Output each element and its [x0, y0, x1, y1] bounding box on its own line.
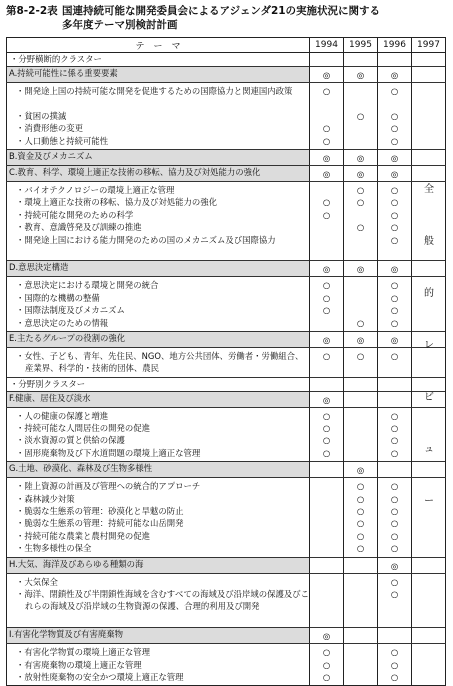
- item-mark: ○: [390, 447, 399, 458]
- year-mark-column: [378, 347, 412, 377]
- category-row: [7, 628, 446, 644]
- topic-item: ・人口動態と持続可能性: [16, 135, 109, 146]
- topic-item: ・有害化学物質の環境上適正な管理: [16, 647, 150, 658]
- item-mark: ○: [322, 435, 331, 446]
- item-mark: ○: [390, 197, 399, 208]
- item-mark: [310, 517, 343, 529]
- year-mark-column: [344, 573, 378, 628]
- year-mark-column: [344, 277, 378, 332]
- topic-item: ・陸上資源の計画及び管理への統合的アプローチ: [16, 481, 201, 492]
- item-mark: [344, 234, 377, 259]
- header-year: 1995: [344, 38, 378, 53]
- year-mark-column: [344, 407, 378, 462]
- category-title: A.持続可能性に係る重要要素: [7, 67, 310, 83]
- year-cell: [412, 53, 446, 67]
- item-mark: ○: [322, 410, 331, 421]
- item-mark: ○: [390, 222, 399, 233]
- item-mark: ○: [390, 576, 399, 587]
- table-number: 第8-2-2表: [6, 5, 58, 17]
- item-list: [7, 83, 310, 150]
- category-title: B.資金及びメカニズム: [7, 149, 310, 165]
- item-mark: ○: [356, 543, 365, 554]
- item-mark: ○: [390, 86, 399, 96]
- year-mark: ◎: [344, 165, 378, 181]
- item-mark: ○: [356, 530, 365, 541]
- item-mark: ○: [390, 292, 399, 303]
- topic-item: ・環境上適正な技術の移転、協力及び対処能力の強化: [16, 197, 217, 208]
- category-title: G.土地、砂漠化、森林及び生物多様性: [7, 462, 310, 478]
- item-mark: [344, 304, 377, 316]
- year-mark-column: [344, 478, 378, 557]
- topic-item: ・淡水資源の質と供給の保護: [16, 435, 125, 446]
- year-cell: [412, 557, 446, 573]
- year-mark-column: [310, 83, 344, 150]
- item-mark: [344, 279, 377, 291]
- topic-item: ・意思決定のための情報: [16, 317, 109, 328]
- item-mark: ○: [390, 184, 399, 195]
- year-cell: [378, 53, 412, 67]
- category-row: [7, 67, 446, 83]
- item-mark: ○: [322, 447, 331, 458]
- topic-item: ・脆弱な生態系の管理：砂漠化と旱魃の防止: [16, 506, 184, 517]
- year-cell: [412, 149, 446, 165]
- item-group-row: [7, 644, 446, 686]
- year-mark: [344, 628, 378, 644]
- item-group-row: [7, 347, 446, 377]
- topic-item: ・意思決定における環境と開発の統合: [16, 280, 159, 291]
- item-group-row: [7, 407, 446, 462]
- year-mark: ◎: [378, 331, 412, 347]
- topic-item: ・大気保全: [16, 576, 58, 587]
- year-mark-column: [344, 347, 378, 377]
- item-mark: [344, 85, 377, 110]
- year-mark-column: [378, 277, 412, 332]
- year-mark: [310, 462, 344, 478]
- year-cell: [412, 628, 446, 644]
- item-mark: [310, 542, 343, 554]
- topic-item: ・脆弱な生態系の管理：持続可能な山岳開発: [16, 518, 184, 529]
- header-theme: テ ー マ: [7, 38, 310, 53]
- topic-item: ・生物多様性の保全: [16, 543, 92, 554]
- item-mark: [344, 209, 377, 221]
- item-mark: ○: [322, 305, 331, 316]
- year-mark: ◎: [378, 261, 412, 277]
- item-mark: [310, 530, 343, 542]
- item-mark: [310, 576, 343, 588]
- item-mark: [344, 434, 377, 446]
- year-cell: [412, 277, 446, 332]
- topic-item: ・貧困の撲滅: [16, 110, 67, 121]
- year-cell: [412, 377, 446, 391]
- item-mark: [310, 110, 343, 122]
- item-mark: [344, 135, 377, 147]
- item-mark: ○: [322, 209, 331, 220]
- item-mark: ○: [390, 123, 399, 134]
- year-cell: [310, 53, 344, 67]
- year-mark: ◎: [344, 261, 378, 277]
- item-mark: ○: [356, 317, 365, 328]
- cluster-heading: ・分野別クラスター: [7, 377, 310, 391]
- year-mark: [378, 391, 412, 407]
- cluster-heading-row: [7, 53, 446, 67]
- year-mark: [378, 628, 412, 644]
- item-mark: [310, 221, 343, 233]
- year-mark: ◎: [310, 149, 344, 165]
- item-mark: ○: [322, 280, 331, 291]
- year-mark: ◎: [310, 261, 344, 277]
- item-mark: ○: [390, 317, 399, 328]
- year-mark: [310, 557, 344, 573]
- year-mark: [344, 391, 378, 407]
- year-mark-column: [344, 83, 378, 150]
- title-line-2: 多年度テーマ別検討計画: [62, 19, 178, 31]
- item-mark: ○: [390, 518, 399, 529]
- item-mark: ○: [390, 410, 399, 421]
- topic-item: ・放射性廃棄物の安全かつ環境上適正な管理: [16, 671, 184, 682]
- item-mark: [344, 122, 377, 134]
- item-mark: ○: [356, 197, 365, 208]
- year-mark-column: [310, 573, 344, 628]
- category-row: [7, 391, 446, 407]
- category-row: [7, 557, 446, 573]
- item-mark: [344, 671, 377, 683]
- item-mark: ○: [390, 530, 399, 541]
- item-mark: ○: [390, 423, 399, 434]
- item-mark: ○: [390, 110, 399, 121]
- topic-item: ・女性、子ども、青年、先住民、NGO、地方公共団体、労働者・労働組合、産業界、科学的・技術的団体、農民: [16, 350, 304, 374]
- item-mark: ○: [322, 123, 331, 134]
- item-mark: ○: [356, 506, 365, 517]
- item-mark: ○: [322, 197, 331, 208]
- item-group-row: [7, 478, 446, 557]
- year-cell: [344, 53, 378, 67]
- year-mark-column: [378, 478, 412, 557]
- item-mark: [344, 659, 377, 671]
- item-mark: ○: [322, 423, 331, 434]
- topic-item: ・国際的な機構の整備: [16, 292, 100, 303]
- topic-item: ・開発途上国における能力開発のための国のメカニズム及び国際協力: [16, 234, 276, 245]
- item-mark: ○: [390, 234, 399, 245]
- item-mark: ○: [322, 350, 331, 361]
- item-mark: [310, 493, 343, 505]
- year-mark: ◎: [378, 165, 412, 181]
- item-list: [7, 277, 310, 332]
- year-mark: ◎: [344, 331, 378, 347]
- year-mark-column: [378, 573, 412, 628]
- year-mark-column: [378, 83, 412, 150]
- item-list: [7, 181, 310, 260]
- year-mark-column: [344, 181, 378, 260]
- item-mark: ○: [322, 292, 331, 303]
- topic-item: ・固形廃棄物及び下水道問題の環境上適正な管理: [16, 447, 201, 458]
- header-year: 1996: [378, 38, 412, 53]
- item-mark: ○: [390, 671, 399, 682]
- category-title: D.意思決定構造: [7, 261, 310, 277]
- year-cell: [412, 478, 446, 557]
- item-mark: [310, 480, 343, 492]
- year-cell: [310, 377, 344, 391]
- item-mark: ○: [322, 659, 331, 670]
- year-mark-column: [310, 407, 344, 462]
- topic-item: ・持続可能な開発のための科学: [16, 209, 134, 220]
- category-row: [7, 165, 446, 181]
- item-mark: [344, 410, 377, 422]
- item-list: [7, 644, 310, 686]
- year-mark: ◎: [310, 391, 344, 407]
- topic-item: ・教育、意識啓発及び訓練の推進: [16, 222, 142, 233]
- item-list: [7, 407, 310, 462]
- item-mark: ○: [390, 647, 399, 658]
- item-mark: ○: [356, 110, 365, 121]
- year-mark: [344, 557, 378, 573]
- item-mark: ○: [390, 305, 399, 316]
- item-mark: [310, 234, 343, 259]
- year-mark: ◎: [378, 149, 412, 165]
- category-row: [7, 331, 446, 347]
- item-mark: ○: [356, 481, 365, 492]
- item-mark: [310, 505, 343, 517]
- item-mark: [344, 588, 377, 625]
- item-group-row: [7, 181, 446, 260]
- year-mark: ◎: [344, 149, 378, 165]
- topic-item: ・消費形態の変更: [16, 123, 83, 134]
- item-mark: ○: [356, 184, 365, 195]
- cluster-heading-row: [7, 377, 446, 391]
- item-group-row: [7, 277, 446, 332]
- item-mark: ○: [390, 543, 399, 554]
- table-body: [7, 53, 446, 686]
- topic-schedule-table: [6, 37, 446, 686]
- year-cell: [412, 462, 446, 478]
- year-mark: ◎: [310, 165, 344, 181]
- topic-item: ・国際法制度及びメカニズム: [16, 305, 125, 316]
- year-mark: ◎: [378, 557, 412, 573]
- year-mark: [378, 462, 412, 478]
- year-mark: ◎: [378, 67, 412, 83]
- item-list: [7, 347, 310, 377]
- item-mark: [310, 184, 343, 196]
- category-row: [7, 462, 446, 478]
- year-mark-column: [378, 407, 412, 462]
- item-mark: ○: [390, 135, 399, 146]
- year-mark-column: [344, 644, 378, 686]
- item-mark: ○: [390, 280, 399, 291]
- year-cell: [412, 644, 446, 686]
- item-list: [7, 478, 310, 557]
- item-mark: ○: [390, 435, 399, 446]
- item-mark: ○: [322, 671, 331, 682]
- year-cell: [412, 347, 446, 377]
- item-mark: ○: [356, 350, 365, 361]
- year-mark-column: [310, 644, 344, 686]
- year-mark-column: [378, 644, 412, 686]
- item-mark: ○: [390, 659, 399, 670]
- topic-item: ・森林減少対策: [16, 493, 75, 504]
- item-mark: ○: [390, 209, 399, 220]
- year-mark-column: [310, 478, 344, 557]
- category-row: [7, 261, 446, 277]
- header-year: 1994: [310, 38, 344, 53]
- year-mark: ◎: [344, 462, 378, 478]
- item-list: [7, 573, 310, 628]
- topic-item: ・持続可能な農業と農村開発の促進: [16, 530, 150, 541]
- year-mark: ◎: [344, 67, 378, 83]
- topic-item: ・海洋、閉鎖性及び半閉鎖性海域を含むすべての海域及び沿岸域の保護及びこれらの海域及び沿岸域の生物資源の保護、合理的利用及び開発: [16, 588, 309, 612]
- year-mark: ◎: [310, 331, 344, 347]
- category-title: H.大気、海洋及びあらゆる種類の海: [7, 557, 310, 573]
- year-cell: [412, 261, 446, 277]
- item-mark: [310, 317, 343, 329]
- topic-item: ・持続可能な人間居住の開発の促進: [16, 423, 150, 434]
- category-row: [7, 149, 446, 165]
- item-mark: ○: [356, 518, 365, 529]
- topic-item: ・バイオテクノロジーの環境上適正な管理: [16, 184, 175, 195]
- item-mark: ○: [356, 222, 365, 233]
- year-mark-column: [378, 181, 412, 260]
- year-mark: ◎: [310, 628, 344, 644]
- item-mark: ○: [390, 493, 399, 504]
- year-mark-column: [310, 277, 344, 332]
- year-cell: [412, 573, 446, 628]
- year-mark: ◎: [310, 67, 344, 83]
- item-mark: ○: [390, 481, 399, 492]
- item-mark: [344, 447, 377, 459]
- item-mark: ○: [390, 350, 399, 361]
- item-mark: ○: [322, 86, 331, 96]
- item-mark: [344, 292, 377, 304]
- topic-item: ・人の健康の保護と増進: [16, 410, 109, 421]
- year-mark-column: [310, 347, 344, 377]
- item-mark: ○: [322, 647, 331, 658]
- title-line-1: 国連持続可能な開発委員会によるアジェンダ21の実施状況に関する: [62, 5, 381, 17]
- item-mark: ○: [390, 588, 399, 599]
- header-year: 1997: [412, 38, 446, 53]
- year-cell: [378, 377, 412, 391]
- category-title: E.主たるグループの役割の強化: [7, 331, 310, 347]
- year-cell: [412, 83, 446, 150]
- category-title: F.健康、居住及び淡水: [7, 391, 310, 407]
- item-group-row: [7, 573, 446, 628]
- item-mark: ○: [356, 493, 365, 504]
- item-mark: [310, 588, 343, 625]
- year-cell: [412, 67, 446, 83]
- category-title: C.教育、科学、環境上適正な技術の移転、協力及び対処能力の強化: [7, 165, 310, 181]
- item-mark: [344, 646, 377, 658]
- item-mark: ○: [390, 506, 399, 517]
- topic-item: ・有害廃棄物の環境上適正な管理: [16, 659, 142, 670]
- category-title: I.有害化学物質及び有害廃棄物: [7, 628, 310, 644]
- document-title: [6, 4, 448, 32]
- cluster-heading: ・分野横断的クラスター: [7, 53, 310, 67]
- year-cell: [344, 377, 378, 391]
- item-mark: ○: [322, 135, 331, 146]
- year-mark-column: [310, 181, 344, 260]
- item-mark: [344, 422, 377, 434]
- header-row: [7, 38, 446, 53]
- item-mark: [344, 576, 377, 588]
- topic-item: ・開発途上国の持続可能な開発を促進するための国際協力と関連国内政策: [16, 86, 293, 96]
- item-group-row: [7, 83, 446, 150]
